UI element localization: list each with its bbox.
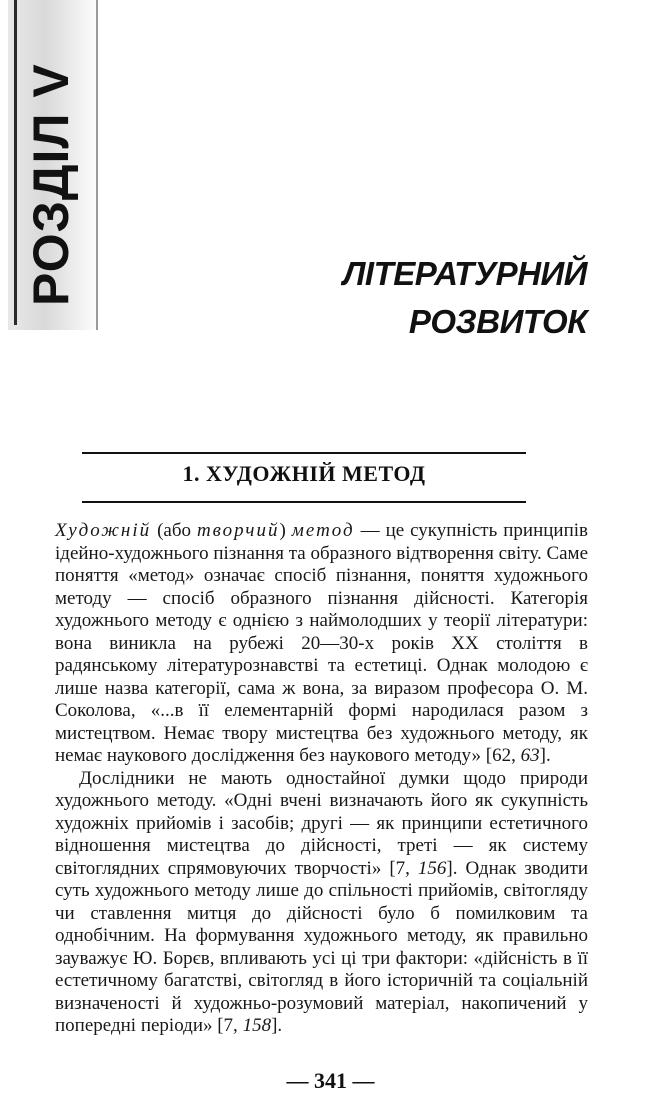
term-method: метод — [291, 520, 355, 541]
paragraph-2-text-b: ]. Однак зводити суть художнього методу лише до спільності прийомів, світогляду чи ставлення митця до дійсності було б помилковим та однобічним. На формування художнього методу, як правильно зауважує Ю. Борєв, впливають усі ці три фактори: «дійсність в її естетичному багатстві, світогляд в його історичній та соціальній визначеності й художньо-розумовий матеріал, накопичений у попередні періоди» [7, — [55, 857, 589, 1036]
paren-close: ) — [279, 520, 292, 541]
chapter-title-line-1: ЛІТЕРАТУРНИЙ — [342, 255, 587, 292]
chapter-title — [343, 250, 587, 346]
section-label: РОЗДІЛ V — [23, 63, 79, 306]
citation-page: 63 — [520, 745, 540, 766]
citation-close: ]. — [271, 1015, 283, 1036]
paren-open: (або — [151, 520, 197, 541]
body-text — [55, 520, 588, 1038]
citation-close: ]. — [539, 745, 551, 766]
citation-page: 156 — [417, 857, 447, 879]
section-heading: 1. ХУДОЖНІЙ МЕТОД — [182, 461, 426, 486]
paragraph-2 — [55, 768, 588, 1038]
paragraph-1 — [55, 520, 588, 768]
citation-page: 158 — [242, 1015, 272, 1036]
term-creative: творчий — [196, 520, 280, 541]
heading-rule-bottom — [82, 501, 526, 503]
heading-rule-top — [82, 452, 526, 454]
paragraph-1-text: — це сукупність принципів ідейно-художнього пізнання та образного відтворення світу. Саме поняття «метод» означає спосіб пізнання, поняття художнього методу — спосіб образного пізнання дійсності. Категорія художнього методу є однією з наймолодших у теорії літератури: вона виникла на рубежі 20—30-х років XX століття в радянському літературознавстві та естетиці. Однак молодою є лише назва категорії, сама ж вона, за виразом професора О. М. Соколова, «...в її елементарній формі народилася разом з мистецтвом. Немає твору мистецтва без художнього методу, як немає наукового дослідження без наукового методу» [62, — [55, 520, 589, 766]
paragraph-2-text-a: Дослідники не мають одностайної думки щодо природи художнього методу. «Одні вчені визначають його як сукупність художніх прийомів і засобів; другі — як принципи естетичного відношення мистецтва до дійсності, треті — як систему світоглядних спрямовуючих творчості» [7, — [55, 767, 588, 879]
term-artistic: Художній — [55, 520, 152, 541]
page-number: — 341 — — [286, 1068, 375, 1093]
chapter-title-line-2: РОЗВИТОК — [408, 303, 587, 340]
